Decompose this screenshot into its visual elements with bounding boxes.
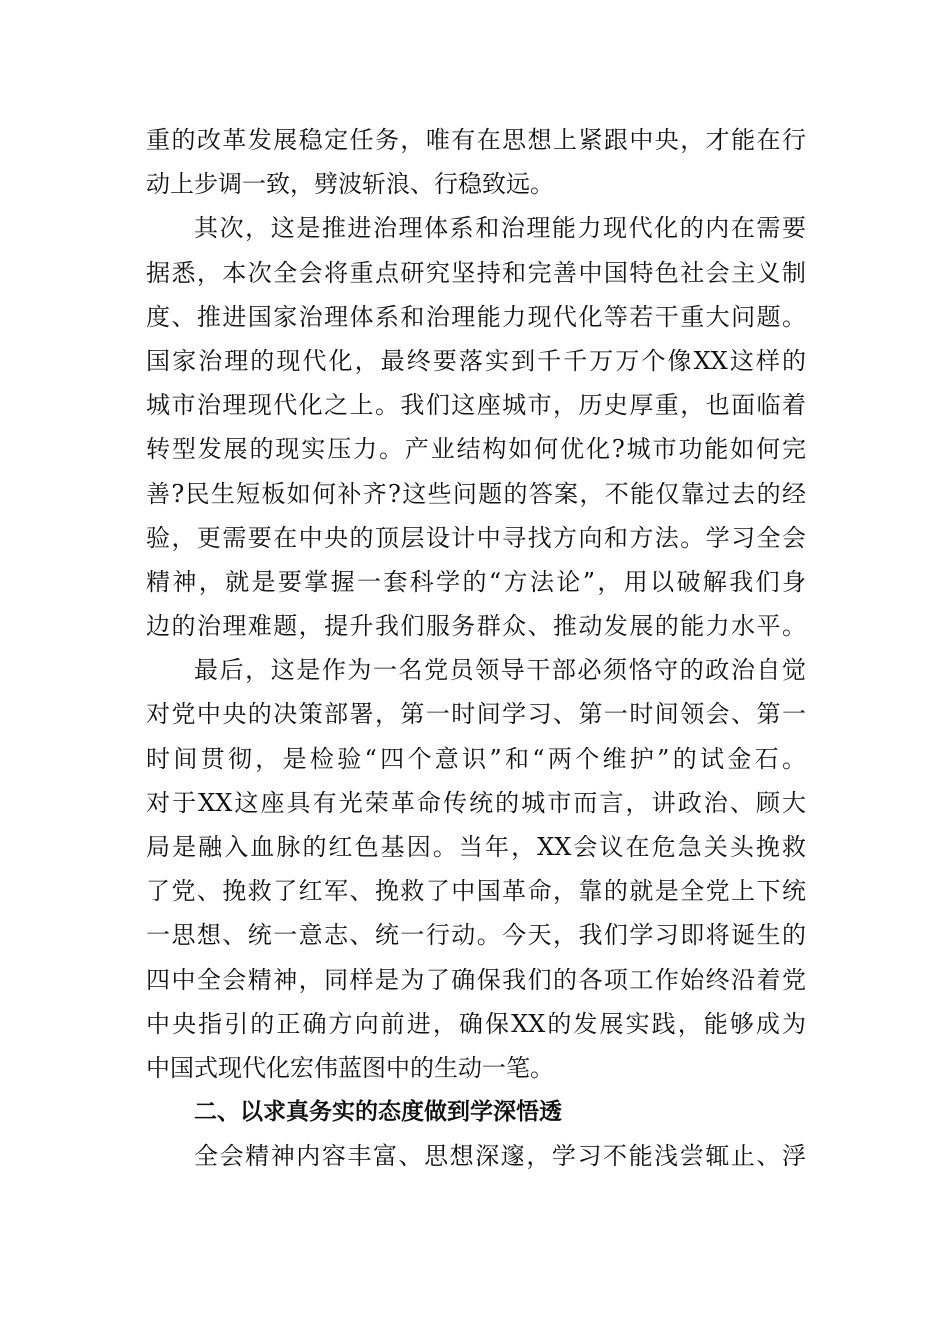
text-line: 善?民生短板如何补齐?这些问题的答案，不能仅靠过去的经 <box>146 479 806 508</box>
section-heading: 二、以求真务实的态度做到学深悟透 <box>194 1099 562 1126</box>
paragraph-first-line: 其次，这是推进治理体系和治理能力现代化的内在需要 <box>194 214 806 243</box>
text-line: 时间贯彻，是检验“四个意识”和“两个维护”的试金石。 <box>146 744 806 773</box>
text-line: 中央指引的正确方向前进，确保XX的发展实践，能够成为 <box>146 1009 806 1038</box>
body-text <box>146 118 806 1179</box>
text-line: 一思想、统一意志、统一行动。今天，我们学习即将诞生的 <box>146 921 806 950</box>
text-line: 对党中央的决策部署，第一时间学习、第一时间领会、第一 <box>146 700 806 729</box>
text-line: 重的改革发展稳定任务，唯有在思想上紧跟中央，才能在行 <box>146 126 806 154</box>
text-line: 精神，就是要掌握一套科学的“方法论”，用以破解我们身 <box>146 567 806 596</box>
text-line: 对于XX这座具有光荣革命传统的城市而言，讲政治、顾大 <box>146 788 806 817</box>
text-line: 边的治理难题，提升我们服务群众、推动发展的能力水平。 <box>146 612 806 641</box>
text-line: 了党、挽救了红军、挽救了中国革命，靠的就是全党上下统 <box>146 877 806 906</box>
text-line: 转型发展的现实压力。产业结构如何优化?城市功能如何完 <box>146 435 806 464</box>
text-line: 局是融入血脉的红色基因。当年，XX会议在危急关头挽救 <box>146 833 806 861</box>
text-line: 城市治理现代化之上。我们这座城市，历史厚重，也面临着 <box>146 391 806 420</box>
text-line: 验，更需要在中央的顶层设计中寻找方向和方法。学习全会 <box>146 523 806 552</box>
text-line: 动上步调一致，劈波斩浪、行稳致远。 <box>146 170 554 199</box>
paragraph-first-line: 最后，这是作为一名党员领导干部必须恪守的政治自觉 <box>194 656 806 685</box>
text-line: 四中全会精神，同样是为了确保我们的各项工作始终沿着党 <box>146 965 806 994</box>
text-line: 中国式现代化宏伟蓝图中的生动一笔。 <box>146 1053 554 1082</box>
text-line: 国家治理的现代化，最终要落实到千千万万个像XX这样的 <box>146 346 806 375</box>
text-line: 度、推进国家治理体系和治理能力现代化等若干重大问题。 <box>146 302 806 331</box>
paragraph-first-line: 全会精神内容丰富、思想深邃，学习不能浅尝辄止、浮 <box>194 1142 806 1171</box>
text-line: 据悉，本次全会将重点研究坚持和完善中国特色社会主义制 <box>146 258 806 287</box>
